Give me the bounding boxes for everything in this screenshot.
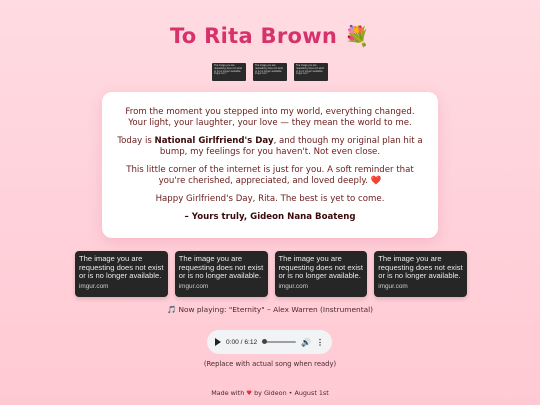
letter-paragraph-2 (116, 136, 424, 158)
letter-p3-text: This little corner of the internet is just for you. A soft reminder that you're cherished, appreciated, and loved deeply. (126, 165, 414, 186)
thumbnail-text: The image you are requesting does not exist or is no longer available. (255, 64, 283, 73)
letter-paragraph-1: From the moment you stepped into my world, everything changed. Your light, your laughter, your love — they mean the world to me. (125, 107, 415, 128)
top-thumbnails (0, 63, 540, 81)
image-gallery (75, 251, 467, 297)
letter-p2-after: , and though my original plan hit a bump, my feelings for you haven't. Not even close. (159, 136, 423, 157)
audio-time: 0:00 / 6:12 (226, 338, 258, 346)
page-title-text: To Rita Brown (169, 24, 338, 48)
thumbnail-site: imgur.com (255, 72, 267, 76)
gallery-image (374, 251, 467, 297)
letter-signature: – Yours truly, Gideon Nana Boateng (184, 212, 356, 222)
thumbnail-text: The image you are requesting does not exist or is no longer available. (214, 64, 242, 73)
gallery-image (275, 251, 368, 297)
thumbnail-site: imgur.com (214, 72, 226, 76)
letter-paragraph-4: Happy Girlfriend's Day, Rita. The best is yet to come. (155, 194, 385, 204)
image-missing-text: The image you are requesting does not exist or is no longer available. (178, 254, 264, 281)
image-missing-text: The image you are requesting does not exist or is no longer available. (79, 254, 164, 281)
letter-p2-before: Today is (117, 136, 155, 146)
footer (0, 389, 540, 397)
image-missing-text: The image you are requesting does not exist or is no longer available. (378, 254, 463, 281)
audio-player[interactable] (207, 330, 332, 354)
letter-paragraph-3 (116, 165, 424, 187)
thumbnail-image (294, 63, 328, 81)
gallery-image (175, 251, 268, 297)
replace-song-note: (Replace with actual song when ready) (203, 360, 337, 368)
image-site: imgur.com (278, 283, 308, 291)
thumbnail-text: The image you are requesting does not exist or is no longer available. (296, 64, 324, 73)
gallery-image (75, 251, 168, 297)
image-site: imgur.com (178, 283, 209, 291)
heart-icon: ❤️ (370, 176, 382, 186)
thumbnail-image (212, 63, 246, 81)
image-site: imgur.com (378, 283, 408, 291)
more-options-icon[interactable]: ⋮ (316, 337, 324, 347)
letter-p2-bold: National Girlfriend's Day (154, 136, 274, 146)
audio-progress-slider[interactable] (262, 341, 296, 343)
page-title (0, 24, 540, 48)
footer-made-with: Made with (211, 389, 245, 397)
bouquet-icon: 💐 (344, 24, 371, 48)
footer-credit: by Gideon • August 1st (254, 389, 329, 397)
letter-card (102, 92, 438, 238)
image-missing-text: The image you are requesting does not exist or is no longer available. (278, 254, 363, 281)
volume-icon[interactable]: 🔊 (301, 337, 311, 347)
thumbnail-site: imgur.com (296, 72, 308, 76)
footer-heart-icon: ♥ (246, 389, 253, 397)
thumbnail-image (253, 63, 287, 81)
now-playing-label: 🎵 Now playing: "Eternity" – Alex Warren (Instrumental) (166, 305, 374, 314)
image-site: imgur.com (79, 283, 109, 291)
play-icon[interactable] (215, 338, 221, 346)
